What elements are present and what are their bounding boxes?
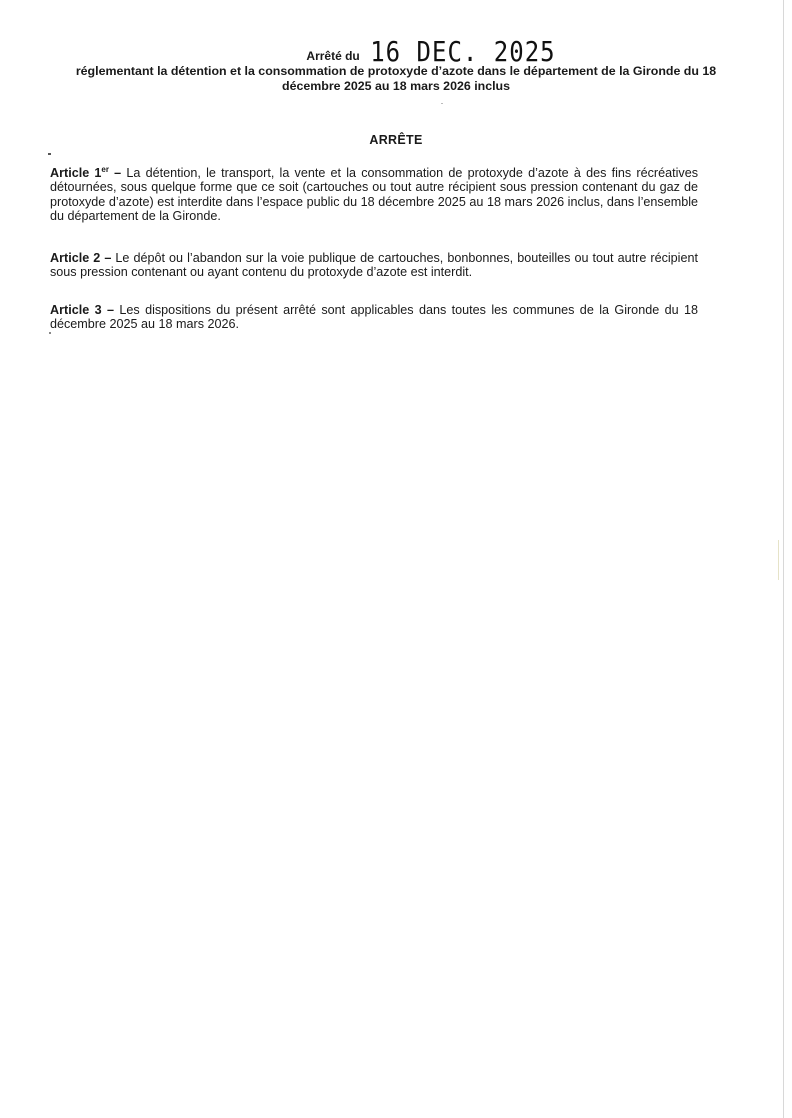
scan-edge-line [783,0,784,1118]
document-title [0,35,792,69]
scan-speck [441,103,443,104]
stamped-date: 16 DEC. 2025 [370,35,556,69]
article-2-label-text: Article 2 [50,251,101,265]
article-2-separator: – [100,251,116,265]
scan-speck [49,332,51,334]
scan-speck [48,153,51,155]
document-subtitle: réglementant la détention et la consommation de protoxyde d’azote dans le département de la Gironde du 18 décembre 2025 au 18 mars 2026 inclus [75,64,717,93]
article-3 [50,303,698,332]
article-1-label-sup: er [101,164,109,174]
article-3-label-text: Article 3 [50,303,102,317]
article-2 [50,251,698,280]
article-3-separator: – [101,303,120,317]
article-1-label [50,166,126,180]
arrete-heading: ARRÊTE [369,133,423,147]
article-2-label [50,251,115,265]
article-3-text: Les dispositions du présent arrêté sont applicables dans toutes les communes de la Gironde du 18 décembre 2025 au 18 mars 2026. [50,303,698,332]
article-1-text: La détention, le transport, la vente et la consommation de protoxyde d’azote à des fins récréatives détournées, sous quelque forme que ce soit (cartouches ou tout autre récipient sous pression contenant du gaz de protoxyde d’azote) est interdite dans l’espace public du 18 décembre 2025 au 18 mars 2026 inclus, dans l’ensemble du département de la Gironde. [50,166,698,224]
scan-edge-mark [778,540,779,580]
article-2-text: Le dépôt ou l’abandon sur la voie publique de cartouches, bonbonnes, bouteilles ou tout autre récipient sous pression contenant ou ayant contenu du protoxyde d’azote est interdit. [50,251,698,280]
title-prefix: Arrêté du [306,49,360,63]
article-1-separator: – [108,166,127,180]
article-1-label-text: Article 1 [50,166,102,180]
article-3-label [50,303,119,317]
article-1 [50,166,698,224]
